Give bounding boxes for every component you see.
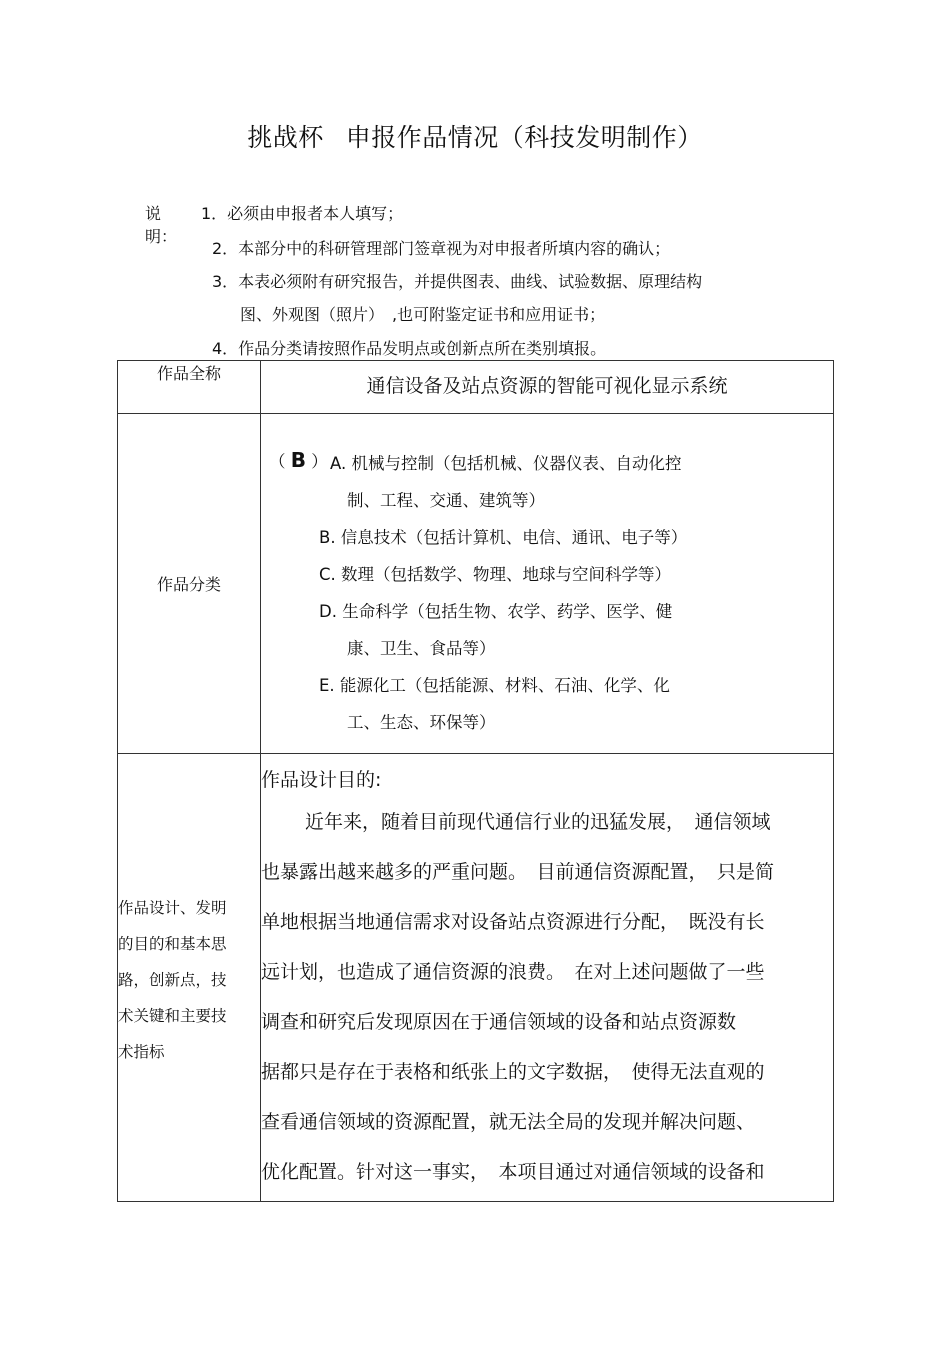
category-option-d: D. 生命科学（包括生物、农学、药学、医学、健 [319, 602, 673, 621]
work-name-label-cell [118, 361, 261, 414]
category-options-cell [261, 414, 834, 754]
design-paragraph-line: 据都只是存在于表格和纸张上的文字数据， 使得无法直观的 [261, 1061, 765, 1083]
design-label-line: 术关键和主要技 [118, 1007, 227, 1025]
category-option-e: E. 能源化工（包括能源、材料、石油、化学、化 [319, 676, 670, 695]
category-label-cell [118, 414, 261, 754]
category-option-a-continued: 制、工程、交通、建筑等） [347, 491, 545, 510]
category-option-b: B. 信息技术（包括计算机、电信、通讯、电子等） [319, 528, 688, 547]
category-option-c: C. 数理（包括数学、物理、地球与空间科学等） [319, 565, 672, 584]
category-selection: （ B ） [269, 448, 328, 472]
design-paragraph-line: 远计划，也造成了通信资源的浪费。 在对上述问题做了一些 [261, 961, 765, 983]
design-content [261, 754, 833, 1201]
selected-category: B [290, 448, 306, 472]
page-title [0, 118, 950, 154]
title-part-2: 申报作品情况（科技发明制作） [345, 123, 703, 152]
category-option-d-continued: 康、卫生、食品等） [347, 639, 496, 658]
row-work-name [118, 361, 834, 414]
work-name-value-cell [261, 361, 834, 414]
instruction-item: 2．本部分中的科研管理部门签章视为对申报者所填内容的确认； [212, 239, 671, 258]
design-paragraph-line: 近年来，随着目前现代通信行业的迅猛发展， 通信领域 [305, 811, 771, 833]
instruction-item: 1．必须由申报者本人填写； [201, 204, 404, 223]
row-design-purpose [118, 754, 834, 1202]
design-label-cell [118, 754, 261, 1202]
work-name-value: 通信设备及站点资源的智能可视化显示系统 [366, 375, 728, 397]
design-label-line: 术指标 [118, 1043, 165, 1061]
category-option-e-continued: 工、生态、环保等） [347, 713, 496, 732]
title-part-1: 挑战杯 [247, 123, 324, 152]
instruction-item-continued: 图、外观图（照片） ,也可附鉴定证书和应用证书； [240, 305, 606, 324]
category-option-a: A. 机械与控制（包括机械、仪器仪表、自动化控 [330, 454, 682, 473]
instructions-label: 说明： [145, 204, 178, 246]
row-category [118, 414, 834, 754]
design-paragraph-line: 也暴露出越来越多的严重问题。 目前通信资源配置， 只是简 [261, 861, 775, 883]
category-label: 作品分类 [156, 575, 221, 594]
design-content-cell [261, 754, 834, 1202]
design-heading: 作品设计目的: [261, 769, 382, 791]
design-paragraph-line: 调查和研究后发现原因在于通信领域的设备和站点资源数 [261, 1011, 737, 1033]
instruction-item: 3．本表必须附有研究报告，并提供图表、曲线、试验数据、原理结构 [212, 272, 703, 291]
work-name-label: 作品全称 [156, 364, 221, 383]
design-label [118, 754, 260, 1070]
design-label-line: 的目的和基本思 [118, 935, 227, 953]
category-options [261, 414, 833, 753]
instruction-item: 4．作品分类请按照作品发明点或创新点所在类别填报。 [212, 339, 607, 358]
design-paragraph-line: 优化配置。针对这一事实， 本项目通过对通信领域的设备和 [261, 1161, 765, 1183]
design-paragraph-line: 查看通信领域的资源配置，就无法全局的发现并解决问题、 [261, 1111, 756, 1133]
application-form-table [117, 360, 834, 1202]
design-label-line: 作品设计、发明 [118, 899, 227, 917]
design-paragraph-line: 单地根据当地通信需求对设备站点资源进行分配， 既没有长 [261, 911, 765, 933]
design-label-line: 路，创新点，技 [118, 971, 227, 989]
